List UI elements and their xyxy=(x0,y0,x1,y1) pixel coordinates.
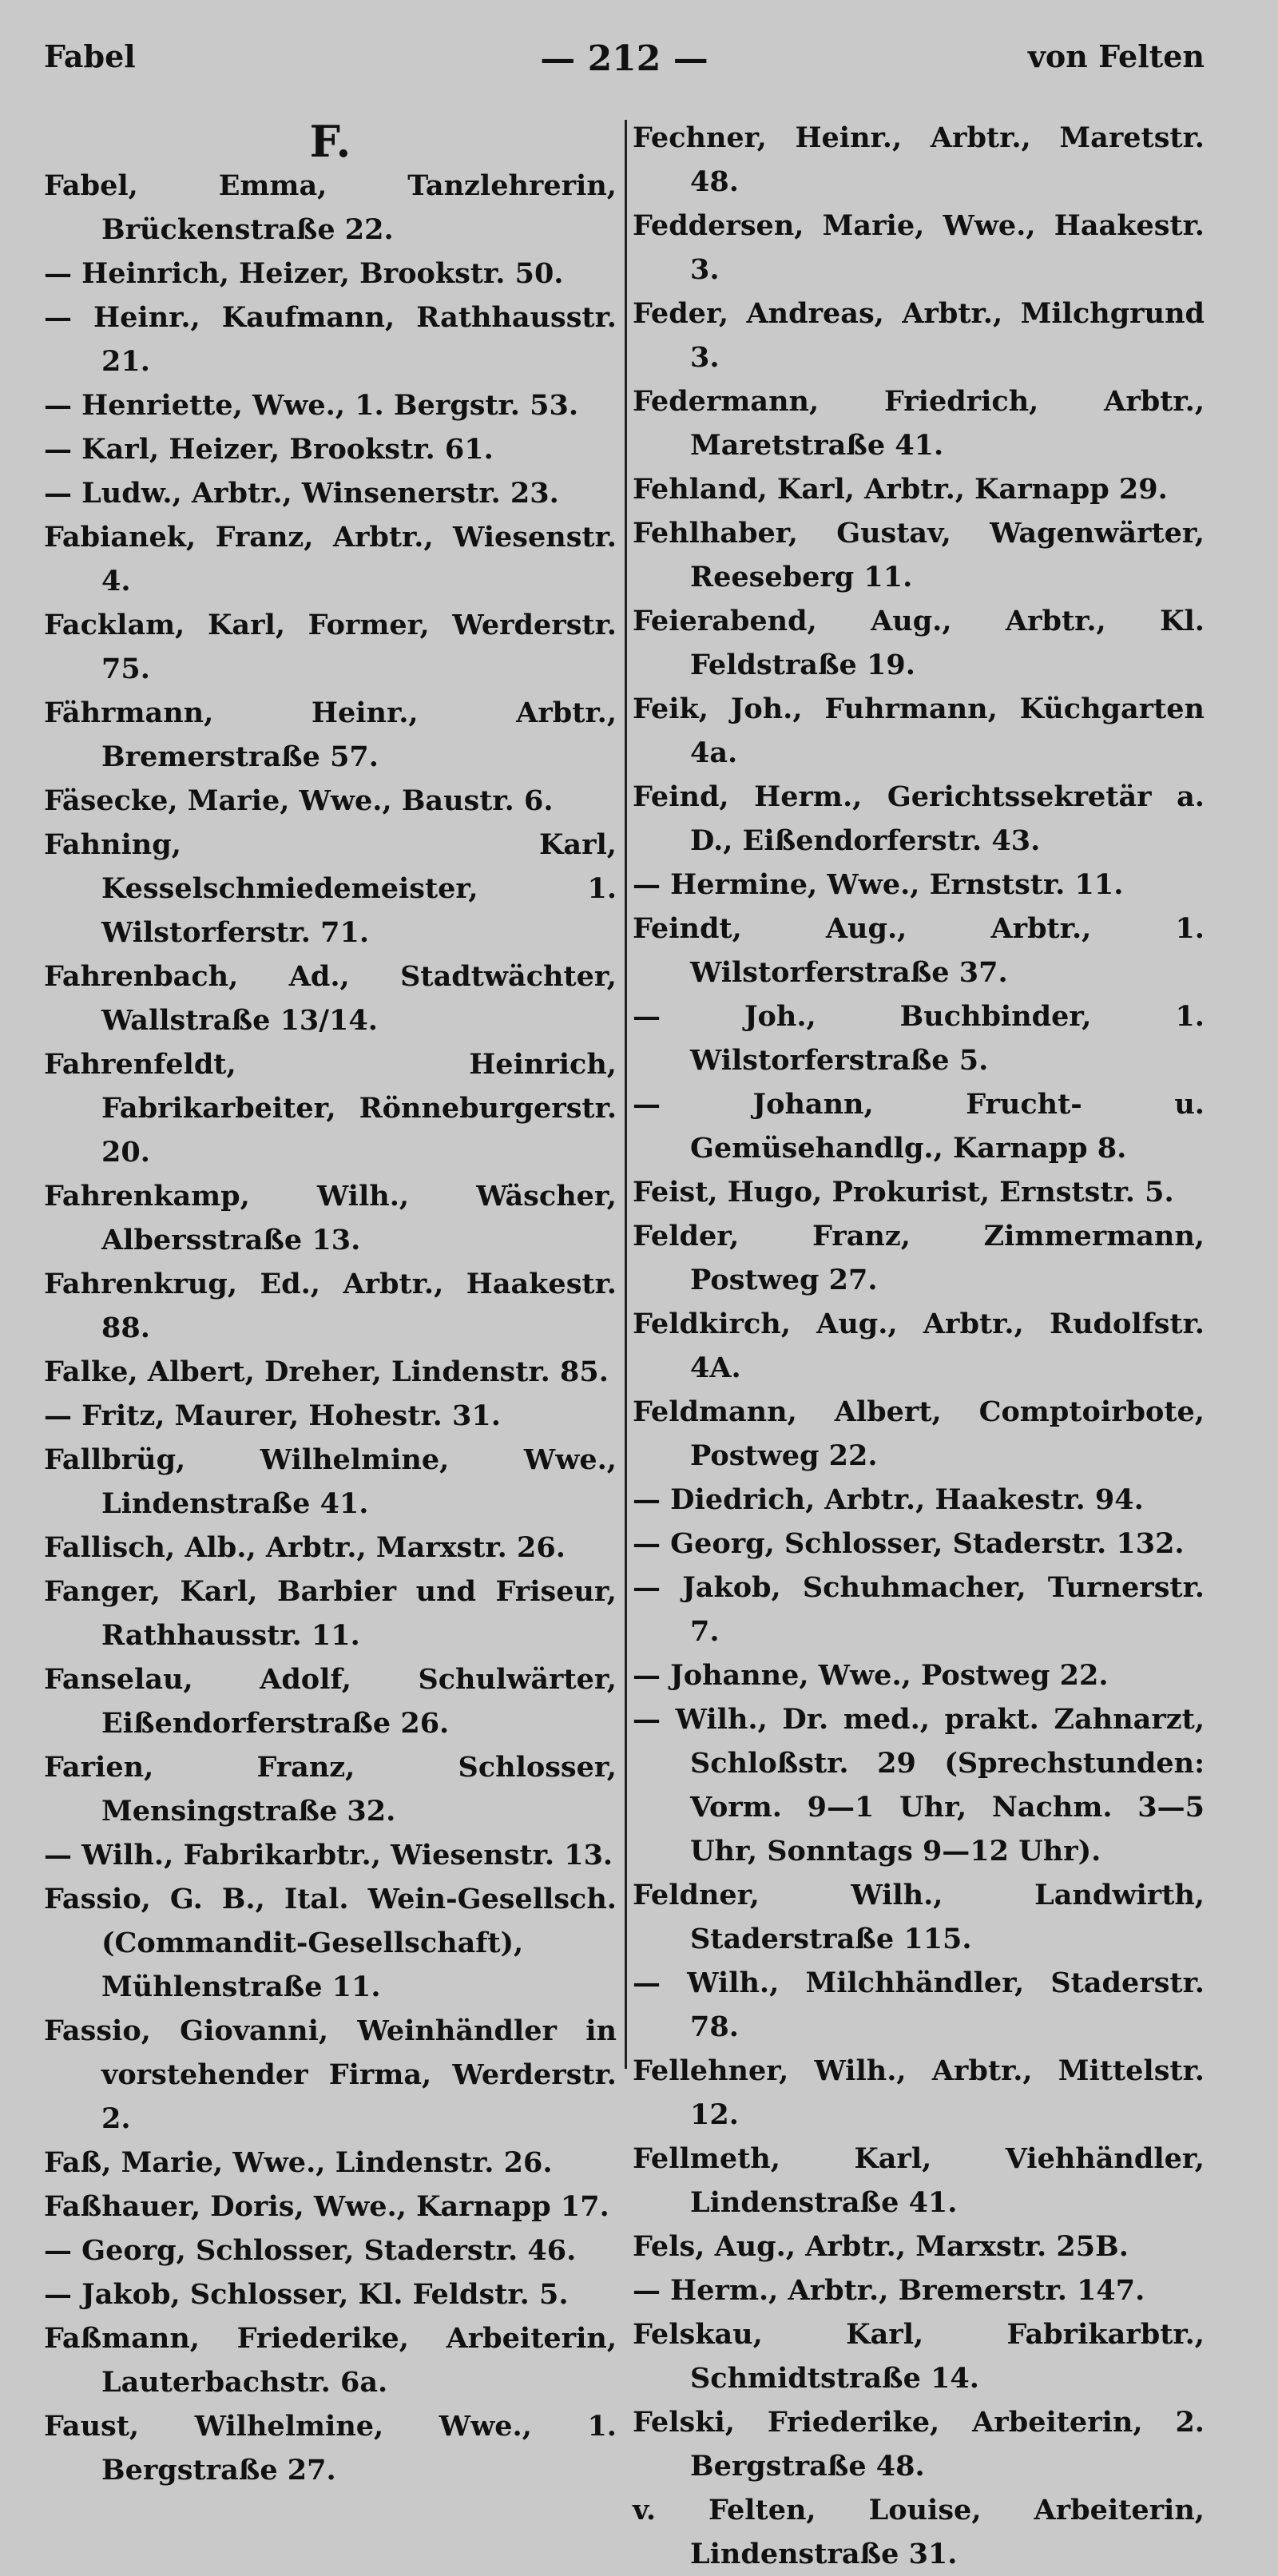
directory-entry: Feierabend, Aug., Arbtr., Kl. Feldstraße 19. xyxy=(633,605,1205,681)
directory-entry: Fabianek, Franz, Arbtr., Wiesenstr. 4. xyxy=(44,521,617,597)
directory-entry: Federmann, Friedrich, Arbtr., Maretstraße 41. xyxy=(633,385,1205,462)
directory-entry: Fels, Aug., Arbtr., Marxstr. 25B. xyxy=(633,2230,1129,2263)
column-divider xyxy=(625,120,627,2069)
directory-entry: Faß, Marie, Wwe., Lindenstr. 26. xyxy=(44,2146,553,2179)
directory-entry: Fahning, Karl, Kesselschmiedemeister, 1. Wilstorferstr. 71. xyxy=(44,828,617,949)
directory-entry: Fäsecke, Marie, Wwe., Baustr. 6. xyxy=(44,784,554,817)
directory-entry: Fanselau, Adolf, Schulwärter, Eißendorferstraße 26. xyxy=(44,1663,617,1740)
directory-entry: — Wilh., Milchhändler, Staderstr. 78. xyxy=(633,1967,1205,2043)
directory-entry: Fahrenfeldt, Heinrich, Fabrikarbeiter, Rönneburgerstr. 20. xyxy=(44,1048,617,1169)
directory-entry: Feik, Joh., Fuhrmann, Küchgarten 4a. xyxy=(633,693,1205,769)
directory-entry: — Heinrich, Heizer, Brookstr. 50. xyxy=(44,257,564,290)
page-number: — 212 — xyxy=(540,38,708,79)
directory-entry: — Wilh., Dr. med., prakt. Zahnarzt, Schloßstr. 29 (Sprechstunden: Vorm. 9—1 Uhr, Nachm. 3—5 Uhr, Sonntags 9—12 Uhr). xyxy=(633,1703,1205,1868)
directory-entry: Fehland, Karl, Arbtr., Karnapp 29. xyxy=(633,473,1168,506)
directory-entry: — Herm., Arbtr., Bremerstr. 147. xyxy=(633,2274,1145,2307)
directory-entry: Fahrenkamp, Wilh., Wäscher, Albersstraße 13. xyxy=(44,1180,617,1256)
directory-entry: — Fritz, Maurer, Hohestr. 31. xyxy=(44,1399,501,1432)
directory-entry: — Diedrich, Arbtr., Haakestr. 94. xyxy=(633,1483,1144,1516)
directory-entry: Feldmann, Albert, Comptoirbote, Postweg 22. xyxy=(633,1395,1205,1472)
directory-entry: — Johanne, Wwe., Postweg 22. xyxy=(633,1659,1109,1692)
directory-entry: Fassio, Giovanni, Weinhändler in vorstehender Firma, Werderstr. 2. xyxy=(44,2014,617,2135)
header-first-name: Fabel xyxy=(44,38,136,74)
directory-entry: Fährmann, Heinr., Arbtr., Bremerstraße 57. xyxy=(44,697,617,773)
directory-entry: Fassio, G. B., Ital. Wein-Gesellsch. (Commandit-Gesellschaft), Mühlenstraße 11. xyxy=(44,1883,617,2003)
directory-entry: Fallbrüg, Wilhelmine, Wwe., Lindenstraße 41. xyxy=(44,1443,617,1520)
directory-entry: Fellehner, Wilh., Arbtr., Mittelstr. 12. xyxy=(633,2054,1205,2131)
directory-entry: — Johann, Frucht- u. Gemüsehandlg., Karnapp 8. xyxy=(633,1088,1205,1165)
directory-entry: Fanger, Karl, Barbier und Friseur, Rathhausstr. 11. xyxy=(44,1575,617,1652)
directory-entry: — Hermine, Wwe., Ernststr. 11. xyxy=(633,868,1124,901)
directory-entry: — Jakob, Schlosser, Kl. Feldstr. 5. xyxy=(44,2278,569,2311)
directory-entry: Fellmeth, Karl, Viehhändler, Lindenstraße 41. xyxy=(633,2142,1205,2219)
header-last-name: von Felten xyxy=(1027,38,1205,74)
page-header xyxy=(44,38,1205,86)
directory-entry: Feder, Andreas, Arbtr., Milchgrund 3. xyxy=(633,297,1205,374)
directory-entry: — Jakob, Schuhmacher, Turnerstr. 7. xyxy=(633,1571,1205,1648)
directory-entry: — Joh., Buchbinder, 1. Wilstorferstraße 5. xyxy=(633,1000,1205,1077)
directory-entry: Falke, Albert, Dreher, Lindenstr. 85. xyxy=(44,1355,609,1388)
directory-entry: — Henriette, Wwe., 1. Bergstr. 53. xyxy=(44,389,579,422)
directory-entry: Felski, Friederike, Arbeiterin, 2. Bergstraße 48. xyxy=(633,2406,1205,2483)
section-letter: F. xyxy=(309,116,351,167)
directory-entry: Fechner, Heinr., Arbtr., Maretstr. 48. xyxy=(633,121,1205,198)
directory-entry: Faßhauer, Doris, Wwe., Karnapp 17. xyxy=(44,2190,609,2223)
directory-entry: — Heinr., Kaufmann, Rathhausstr. 21. xyxy=(44,301,617,378)
directory-entry: Feind, Herm., Gerichtssekretär a. D., Eißendorferstr. 43. xyxy=(633,780,1205,857)
directory-entry: — Ludw., Arbtr., Winsenerstr. 23. xyxy=(44,477,559,510)
directory-entry: — Georg, Schlosser, Staderstr. 46. xyxy=(44,2234,577,2267)
directory-entry: Facklam, Karl, Former, Werderstr. 75. xyxy=(44,609,617,685)
directory-entry: Feldkirch, Aug., Arbtr., Rudolfstr. 4A. xyxy=(633,1308,1205,1384)
directory-entry: — Wilh., Fabrikarbtr., Wiesenstr. 13. xyxy=(44,1839,613,1871)
directory-entry: Feist, Hugo, Prokurist, Ernststr. 5. xyxy=(633,1176,1174,1209)
directory-entry: Felder, Franz, Zimmermann, Postweg 27. xyxy=(633,1220,1205,1296)
right-column xyxy=(633,116,1205,2570)
directory-entry: Fallisch, Alb., Arbtr., Marxstr. 26. xyxy=(44,1531,566,1564)
directory-entry: Fahrenbach, Ad., Stadtwächter, Wallstraße 13/14. xyxy=(44,960,617,1037)
directory-entry: Feindt, Aug., Arbtr., 1. Wilstorferstraße 37. xyxy=(633,912,1205,989)
left-column xyxy=(44,116,617,2487)
directory-entry: Faust, Wilhelmine, Wwe., 1. Bergstraße 27. xyxy=(44,2410,617,2487)
directory-entry: — Karl, Heizer, Brookstr. 61. xyxy=(44,433,494,466)
directory-entry: Felskau, Karl, Fabrikarbtr., Schmidtstraße 14. xyxy=(633,2318,1205,2395)
directory-entry: — Georg, Schlosser, Staderstr. 132. xyxy=(633,1527,1185,1560)
directory-entry: Feldner, Wilh., Landwirth, Staderstraße 115. xyxy=(633,1879,1205,1955)
directory-entry: Feddersen, Marie, Wwe., Haakestr. 3. xyxy=(633,209,1205,286)
directory-entry: Fabel, Emma, Tanzlehrerin, Brückenstraße 22. xyxy=(44,169,617,246)
directory-entry: v. Felten, Louise, Arbeiterin, Lindenstraße 31. xyxy=(633,2494,1205,2570)
directory-entry: Fehlhaber, Gustav, Wagenwärter, Reeseberg 11. xyxy=(633,517,1205,593)
directory-entry: Farien, Franz, Schlosser, Mensingstraße 32. xyxy=(44,1751,617,1828)
directory-entry: Faßmann, Friederike, Arbeiterin, Lauterbachstr. 6a. xyxy=(44,2322,617,2399)
directory-entry: Fahrenkrug, Ed., Arbtr., Haakestr. 88. xyxy=(44,1268,617,1344)
